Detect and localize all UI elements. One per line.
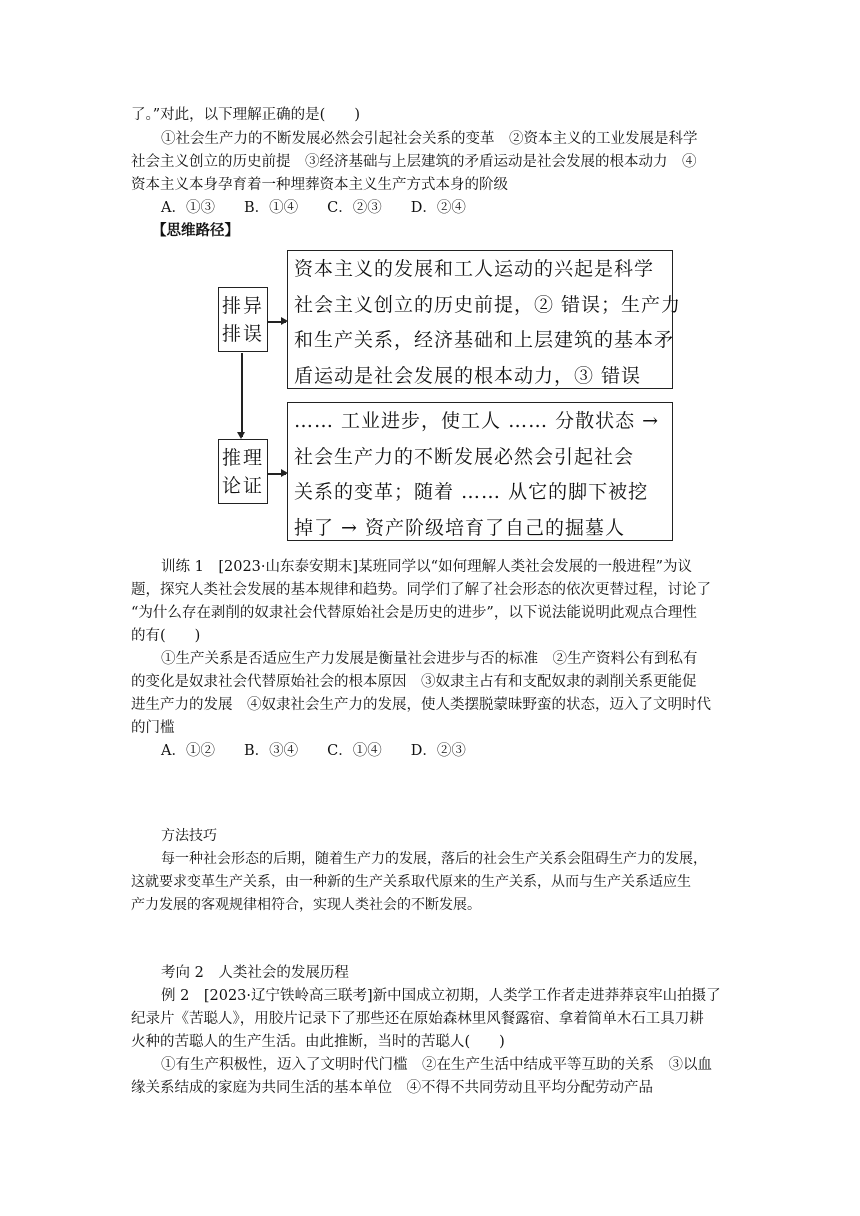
flow-label-reasoning xyxy=(218,439,268,504)
method-line: 这就要求变革生产关系，由一种新的生产关系取代原来的生产关系，从而与生产关系适应生 xyxy=(131,874,691,890)
example-option-line: 缘关系结成的家庭为共同生活的基本单位 ④不得不共同劳动且平均分配劳动产品 xyxy=(131,1080,653,1096)
flow-content-line: 关系的变革；随着 …… 从它的脚下被挖 xyxy=(294,481,649,503)
q1-option-line: ①社会生产力的不断发展必然会引起社会关系的变革 ②资本主义的工业发展是科学 xyxy=(161,131,698,147)
flow-content-exclude xyxy=(287,250,682,389)
training-stem-line: 题，探究人类社会发展的基本规律和趋势。同学们了解了社会形态的依次更替过程，讨论了 xyxy=(131,582,711,598)
method-line: 产力发展的客观规律相符合，实现人类社会的不断发展。 xyxy=(131,897,481,913)
flow-label-text: 排异 xyxy=(221,295,264,317)
example-stem-line: 火种的苦聪人的生产生活。由此推断，当时的苦聪人( ) xyxy=(131,1034,505,1050)
flow-label-text: 排误 xyxy=(221,323,264,345)
q1-choices: A．①③ B．①④ C．②③ D．②④ xyxy=(161,200,466,216)
training-choices: A．①② B．③④ C．①④ D．②③ xyxy=(161,743,466,759)
arrow-down-icon xyxy=(241,353,243,437)
q1-stem-tail: 了。”对此，以下理解正确的是( ) xyxy=(131,107,360,123)
arrow-right-icon xyxy=(268,321,286,323)
flow-label-text: 推理 xyxy=(221,447,264,469)
section-title: 考向 2 人类社会的发展历程 xyxy=(161,965,349,981)
training-option-line: 的变化是奴隶社会代替原始社会的根本原因 ③奴隶主占有和支配奴隶的剥削关系更能促 xyxy=(131,674,697,690)
method-line: 每一种社会形态的后期，随着生产力的发展，落后的社会生产关系会阻碍生产力的发展， xyxy=(161,851,707,867)
training-option-line: 进生产力的发展 ④奴隶社会生产力的发展，使人类摆脱蒙昧野蛮的状态，迈入了文明时代 xyxy=(131,697,711,713)
thinking-path-title: 【思维路径】 xyxy=(152,222,239,239)
flow-content-line: 掉了 → 资产阶级培育了自己的掘墓人 xyxy=(294,516,625,539)
q1-option-line: 社会主义创立的历史前提 ③经济基础与上层建筑的矛盾运动是社会发展的根本动力 ④ xyxy=(131,154,697,170)
training-stem-line: 的有( ) xyxy=(131,628,201,644)
example-option-line: ①有生产积极性，迈入了文明时代门槛 ②在生产生活中结成平等互助的关系 ③以血 xyxy=(161,1057,712,1073)
flow-content-line: 社会生产力的不断发展必然会引起社会 xyxy=(294,445,635,468)
flow-content-line: 和生产关系，经济基础和上层建筑的基本矛 xyxy=(294,329,675,351)
training-stem-line: 训练 1 [2023·山东泰安期末]某班同学以“如何理解人类社会发展的一般进程”为议 xyxy=(161,559,692,575)
flow-content-line: 资本主义的发展和工人运动的兴起是科学 xyxy=(294,258,655,280)
flow-content-line: 盾运动是社会发展的根本动力，③ 错误 xyxy=(294,364,642,387)
method-title: 方法技巧 xyxy=(161,828,217,844)
flow-content-reasoning xyxy=(287,402,673,541)
flow-content-line: 社会主义创立的历史前提，② 错误；生产力 xyxy=(294,293,682,316)
q1-option-line: 资本主义本身孕育着一种埋葬资本主义生产方式本身的阶级 xyxy=(131,177,508,193)
example-stem-line: 纪录片《苦聪人》，用胶片记录下了那些还在原始森林里风餐露宿、拿着简单木石工具刀耕 xyxy=(131,1011,704,1027)
flow-label-text: 论证 xyxy=(221,475,264,497)
flow-content-line: …… 工业进步，使工人 …… 分散状态 → xyxy=(294,410,660,432)
training-option-line: 的门槛 xyxy=(131,720,175,736)
example-stem-line: 例 2 [2023·辽宁铁岭高三联考]新中国成立初期，人类学工作者走进莽莽哀牢山拍摄了 xyxy=(161,988,721,1004)
flow-label-exclude xyxy=(218,287,268,352)
training-stem-line: “为什么存在剥削的奴隶社会代替原始社会是历史的进步”，以下说法能说明此观点合理性 xyxy=(131,605,697,621)
training-option-line: ①生产关系是否适应生产力发展是衡量社会进步与否的标准 ②生产资料公有到私有 xyxy=(161,651,698,667)
arrow-right-icon xyxy=(268,473,286,475)
